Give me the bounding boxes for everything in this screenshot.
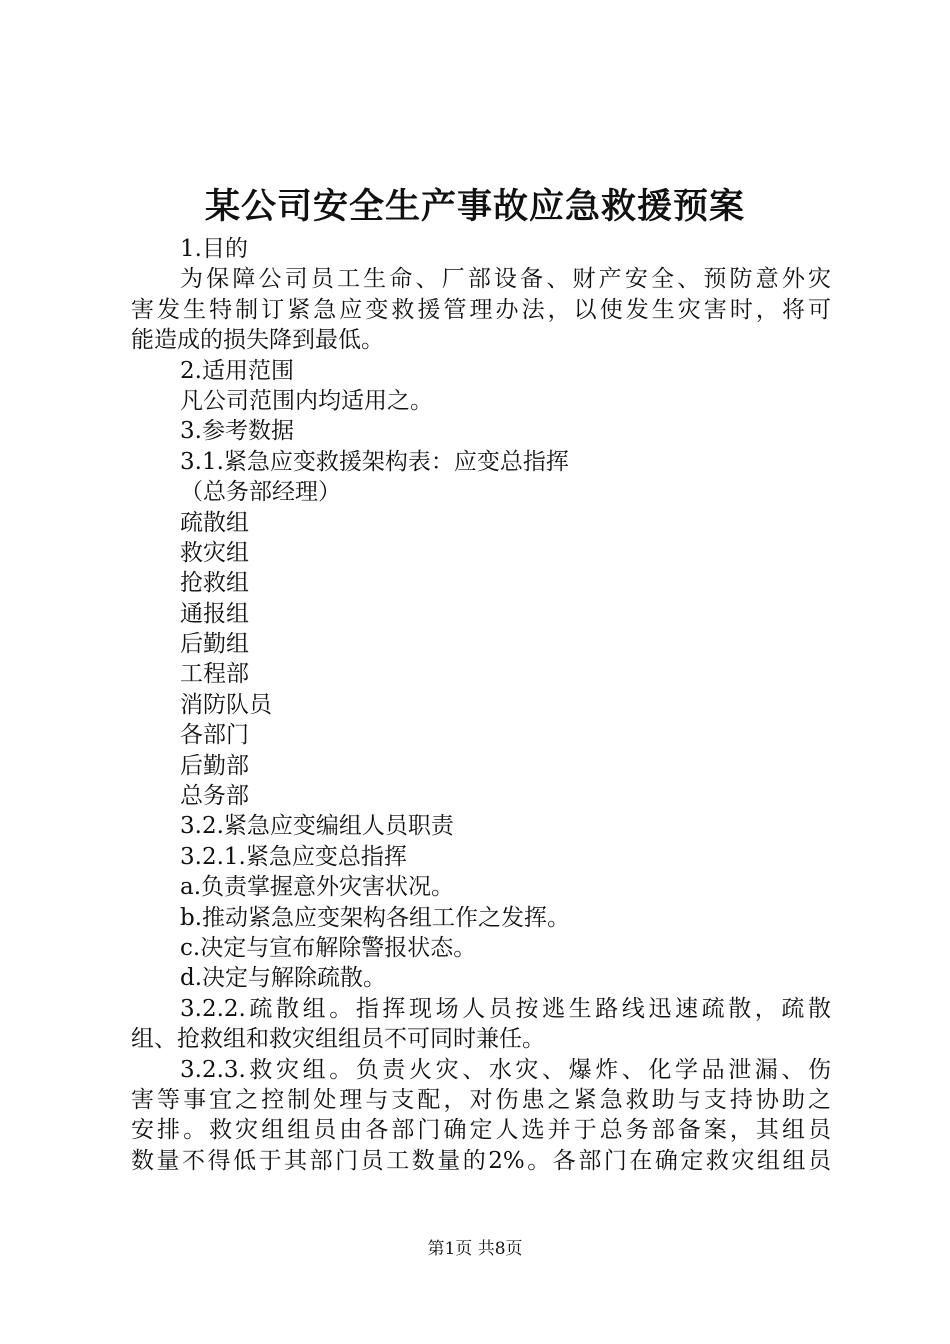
list-item: b.推动紧急应变架构各组工作之发挥。 (180, 904, 571, 931)
subsection-heading: 3.2.1.紧急应变总指挥 (180, 843, 407, 870)
list-item: 后勤部 (180, 752, 249, 779)
document-title: 某公司安全生产事故应急救援预案 (204, 186, 745, 227)
paragraph-line: 凡公司范围内均适用之。 (180, 387, 433, 414)
subsection-heading: 3.2.紧急应变编组人员职责 (180, 813, 454, 840)
section-heading: 1.目的 (180, 236, 248, 262)
paragraph-line: 组、抢救组和救灾组组员不可同时兼任。 (131, 1026, 545, 1053)
list-item: a.负责掌握意外灾害状况。 (180, 874, 455, 901)
paragraph-line: 害发生特制订紧急应变救援管理办法，以使发生灾害时，将可 (131, 296, 831, 323)
paragraph-line: 能造成的损失降到最低。 (131, 327, 384, 354)
paragraph-line: 3.2.2.疏散组。指挥现场人员按逃生路线迅速疏散，疏散 (180, 995, 831, 1022)
paragraph-line: 安排。救灾组组员由各部门确定人选并于总务部备案，其组员 (131, 1117, 831, 1144)
list-item: d.决定与解除疏散。 (180, 965, 387, 992)
list-item: 救灾组 (180, 539, 249, 566)
list-item: 抢救组 (180, 570, 249, 597)
list-item: c.决定与宣布解除警报状态。 (180, 934, 477, 961)
list-item: 消防队员 (180, 691, 272, 718)
paragraph-line: 害等事宜之控制处理与支配，对伤患之紧急救助与支持协助之 (131, 1086, 831, 1113)
list-item: 工程部 (180, 661, 249, 688)
paragraph-line: 3.2.3.救灾组。负责火灾、水灾、爆炸、化学品泄漏、伤 (180, 1056, 831, 1083)
subsection-heading: 3.1.紧急应变救援架构表：应变总指挥 (180, 448, 569, 475)
list-item: 各部门 (180, 722, 249, 749)
paragraph-line: 为保障公司员工生命、厂部设备、财产安全、预防意外灾 (180, 266, 831, 293)
section-heading: 2.适用范围 (180, 357, 294, 384)
paragraph-line: （总务部经理） (180, 479, 341, 506)
document-body (131, 234, 831, 1176)
list-item: 后勤组 (180, 631, 249, 658)
list-item: 总务部 (180, 783, 249, 810)
section-heading: 3.参考数据 (180, 418, 294, 445)
list-item: 疏散组 (180, 509, 249, 536)
paragraph-line: 数量不得低于其部门员工数量的2%。各部门在确定救灾组组员 (131, 1147, 831, 1174)
page-footer: 第1页 共8页 (427, 1239, 523, 1259)
list-item: 通报组 (180, 600, 249, 627)
